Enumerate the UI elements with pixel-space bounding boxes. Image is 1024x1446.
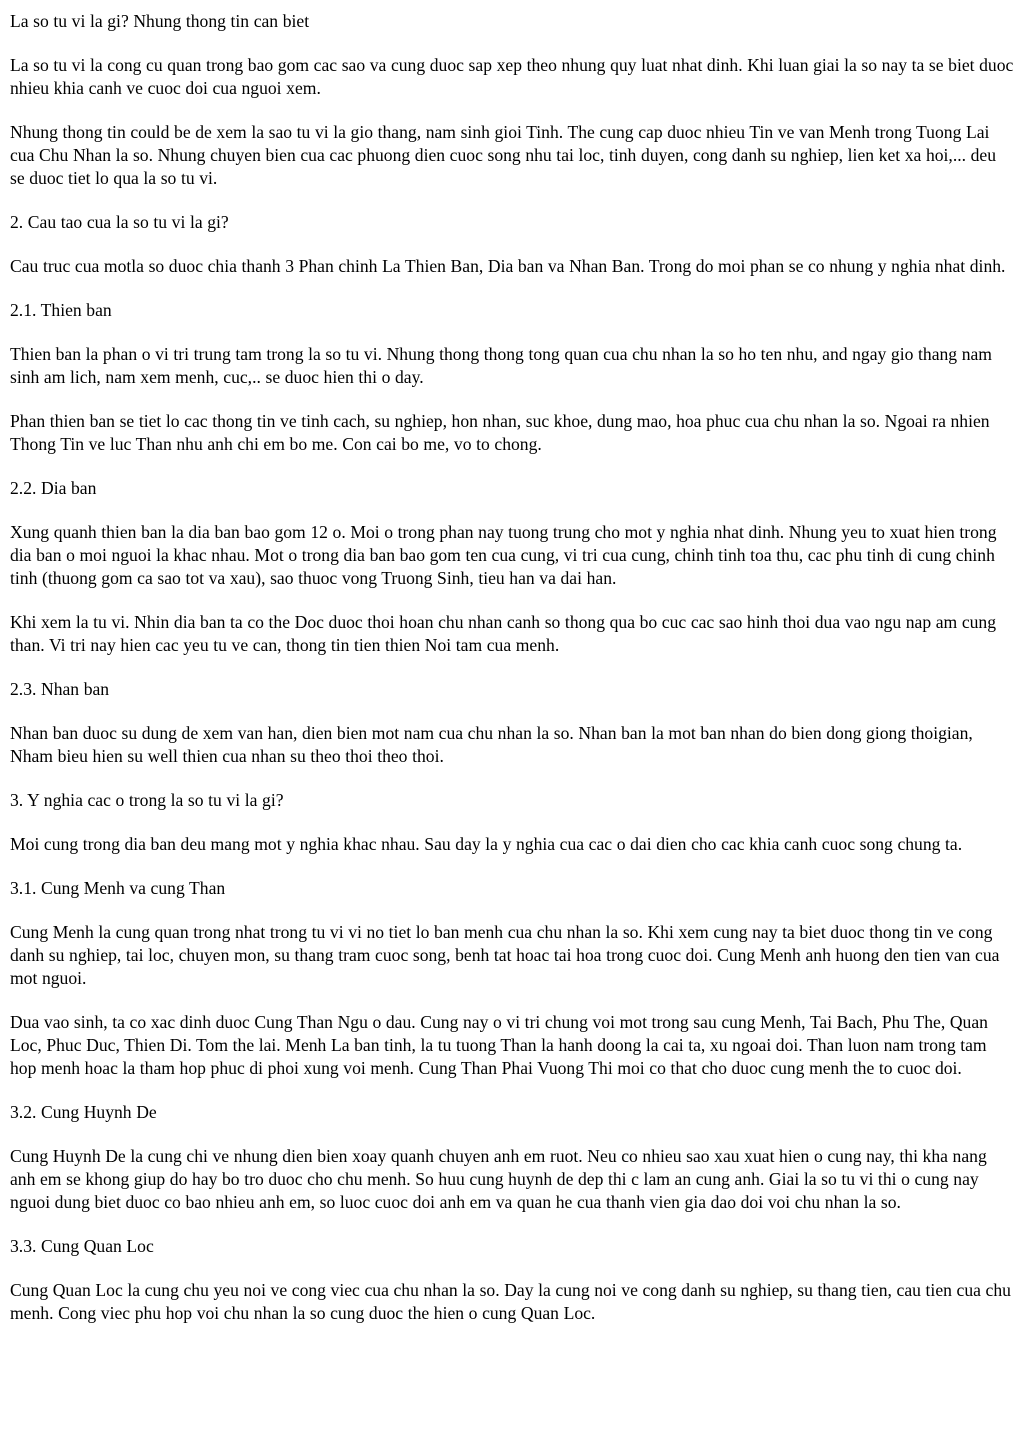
paragraph: Cung Menh la cung quan trong nhat trong tu vi vi no tiet lo ban menh cua chu nhan la so. Khi xem cung nay ta biet duoc thong tin ve cong danh su nghiep, tai loc, chuyen mon, su thang tram cuoc song, benh tat hoac tai hoa trong cuoc doi. Cung Menh anh huong den tien van cua mot nguoi. xyxy=(10,922,1000,988)
paragraph: Thien ban la phan o vi tri trung tam trong la so tu vi. Nhung thong thong tong quan cua chu nhan la so ho ten nhu, and ngay gio thang nam sinh am lich, nam xem menh, cuc,.. se duoc hien thi o day. xyxy=(10,344,992,387)
paragraph: Cung Quan Loc la cung chu yeu noi ve cong viec cua chu nhan la so. Day la cung noi ve cong danh su nghiep, su thang tien, cau tien cua chu menh. Cong viec phu hop voi chu nhan la so cung duoc the hien o cung Quan Loc. xyxy=(10,1280,1011,1323)
paragraph: Cau truc cua motla so duoc chia thanh 3 Phan chinh La Thien Ban, Dia ban va Nhan Ban. Trong do moi phan se co nhung y nghia nhat dinh. xyxy=(10,256,1006,276)
paragraph: Khi xem la tu vi. Nhin dia ban ta co the Doc duoc thoi hoan chu nhan canh so thong qua bo cuc cac sao hinh thoi dua vao ngu nap am cung than. Vi tri nay hien cac yeu tu ve can, thong tin tien thien Noi tam cua menh. xyxy=(10,612,997,655)
subsection-heading: 2.2. Dia ban xyxy=(10,478,97,498)
paragraph: Phan thien ban se tiet lo cac thong tin ve tinh cach, su nghiep, hon nhan, suc khoe, dung mao, hoa phuc cua chu nhan la so. Ngoai ra nhien Thong Tin ve luc Than nhu anh chi em bo me. Con cai bo me, vo to chong. xyxy=(10,411,990,454)
section-heading: 3. Y nghia cac o trong la so tu vi la gi? xyxy=(10,790,284,810)
subsection-heading: 2.3. Nhan ban xyxy=(10,679,110,699)
subsection-heading: 3.1. Cung Menh va cung Than xyxy=(10,878,226,898)
subsection-heading: 3.3. Cung Quan Loc xyxy=(10,1236,154,1256)
paragraph: Xung quanh thien ban la dia ban bao gom 12 o. Moi o trong phan nay tuong trung cho mot y nghia nhat dinh. Nhung yeu to xuat hien trong dia ban o moi nguoi la khac nhau. Mot o trong dia ban bao gom ten cua cung, vi tri cua cung, chinh tinh toa thu, cac phu tinh di cung chinh tinh (thuong gom ca sao tot va xau), sao thuoc vong Truong Sinh, tieu han va dai han. xyxy=(10,522,997,588)
paragraph: Cung Huynh De la cung chi ve nhung dien bien xoay quanh chuyen anh em ruot. Neu co nhieu sao xau xuat hien o cung nay, thi kha nang anh em se khong giup do hay bo tro duoc cho chu menh. So huu cung huynh de dep thi c lam an cung anh. Giai la so tu vi thi o cung nay nguoi dung biet duoc co bao nhieu anh em, so luoc cuoc doi anh em va quan he cua thanh vien gia dao doi voi chu nhan la so. xyxy=(10,1146,987,1212)
document-title: La so tu vi la gi? Nhung thong tin can biet xyxy=(10,11,310,31)
paragraph: Moi cung trong dia ban deu mang mot y nghia khac nhau. Sau day la y nghia cua cac o dai dien cho cac khia canh cuoc song chung ta. xyxy=(10,834,963,854)
paragraph: Dua vao sinh, ta co xac dinh duoc Cung Than Ngu o dau. Cung nay o vi tri chung voi mot trong sau cung Menh, Tai Bach, Phu The, Quan Loc, Phuc Duc, Thien Di. Tom the lai. Menh La ban tinh, la tu tuong Than la hanh doong la cai ta, xu ngoai doi. Than luon nam trong tam hop menh hoac la tham hop phuc di phoi xung voi menh. Cung Than Phai Vuong Thi moi co that cho duoc cung menh the to cuoc doi. xyxy=(10,1012,988,1078)
paragraph: Nhan ban duoc su dung de xem van han, dien bien mot nam cua chu nhan la so. Nhan ban la mot ban nhan do bien dong giong thoigian, Nham bieu hien su well thien cua nhan su theo thoi theo thoi. xyxy=(10,723,973,766)
subsection-heading: 3.2. Cung Huynh De xyxy=(10,1102,157,1122)
section-heading: 2. Cau tao cua la so tu vi la gi? xyxy=(10,212,229,232)
paragraph: Nhung thong tin could be de xem la sao tu vi la gio thang, nam sinh gioi Tinh. The cung cap duoc nhieu Tin ve van Menh trong Tuong Lai cua Chu Nhan la so. Nhung chuyen bien cua cac phuong dien cuoc song nhu tai loc, tinh duyen, cong danh su nghiep, lien ket xa hoi,... deu se duoc tiet lo qua la so tu vi. xyxy=(10,122,997,188)
paragraph: La so tu vi la cong cu quan trong bao gom cac sao va cung duoc sap xep theo nhung quy luat nhat dinh. Khi luan giai la so nay ta se biet duoc nhieu khia canh ve cuoc doi cua nguoi xem. xyxy=(10,55,1014,98)
subsection-heading: 2.1. Thien ban xyxy=(10,300,112,320)
